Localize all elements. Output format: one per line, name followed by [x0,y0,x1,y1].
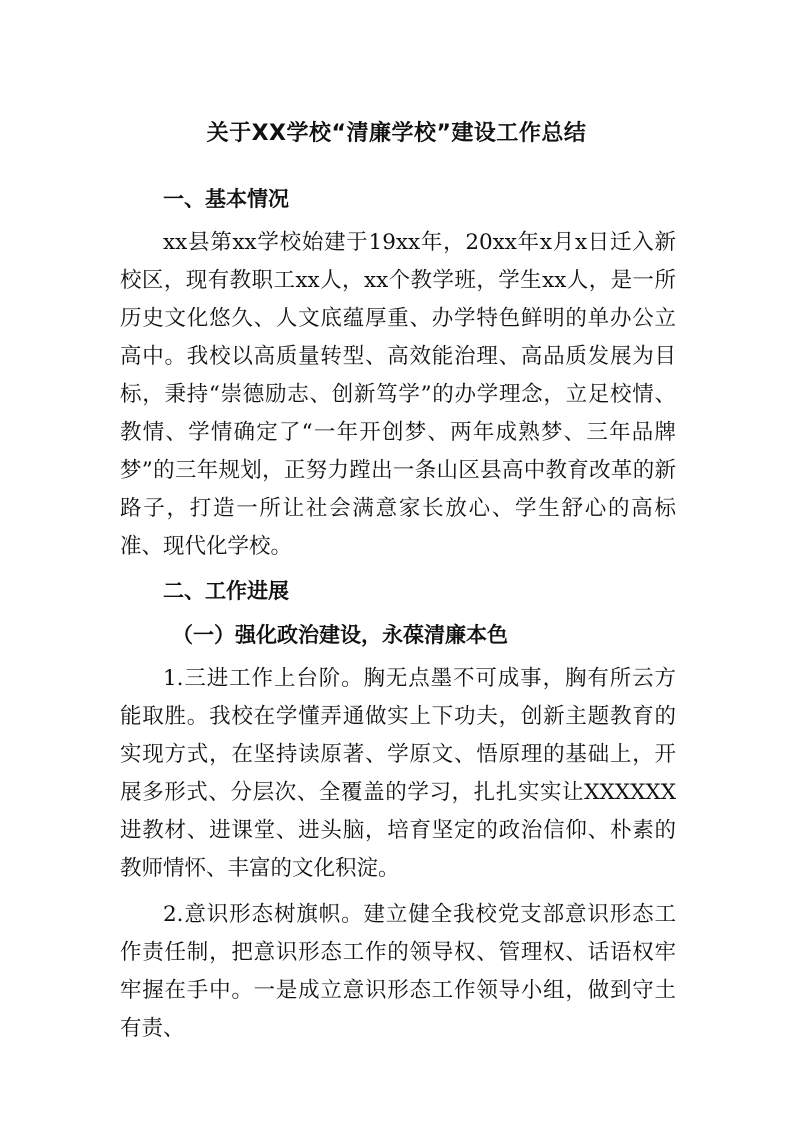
paragraph-item-2: 2.意识形态树旗帜。建立健全我校党支部意识形态工作责任制，把意识形态工作的领导权、管理权、话语权牢牢握在手中。一是成立意识形态工作领导小组，做到守土有责、 [120,902,676,1041]
paragraph-basic-info: xx县第xx学校始建于19xx年，20xx年x月x日迁入新校区，现有教职工xx人，xx个教学班，学生xx人，是一所历史文化悠久、人文底蕴厚重、办学特色鲜明的单办公立高中。我校以高质量转型、高效能治理、高品质发展为目标，秉持“崇德励志、创新笃学”的办学理念，立足校情、教情、学情确定了“一年开创梦、两年成熟梦、三年品牌梦”的三年规划，正努力蹚出一条山区县高中教育改革的新路子，打造一所让社会满意家长放心、学生舒心的高标准、现代化学校。 [120,230,676,559]
paragraph-item-1: 1.三进工作上台阶。胸无点墨不可成事，胸有所云方能取胜。我校在学懂弄通做实上下功夫，创新主题教育的实现方式，在坚持读原著、学原文、悟原理的基础上，开展多形式、分层次、全覆盖的学习，扎扎实实让XXXXXX进教材、进课堂、进头脑，培育坚定的政治信仰、朴素的教师情怀、丰富的文化积淀。 [120,666,676,881]
document-body [120,180,676,1048]
subsection-heading-politics: （一）强化政治建设，永葆清廉本色 [172,623,508,647]
section-heading-basic: 一、基本情况 [163,187,289,211]
section-heading-progress: 二、工作进展 [163,579,289,603]
document-title: 关于XX学校“清廉学校”建设工作总结 [206,121,587,146]
